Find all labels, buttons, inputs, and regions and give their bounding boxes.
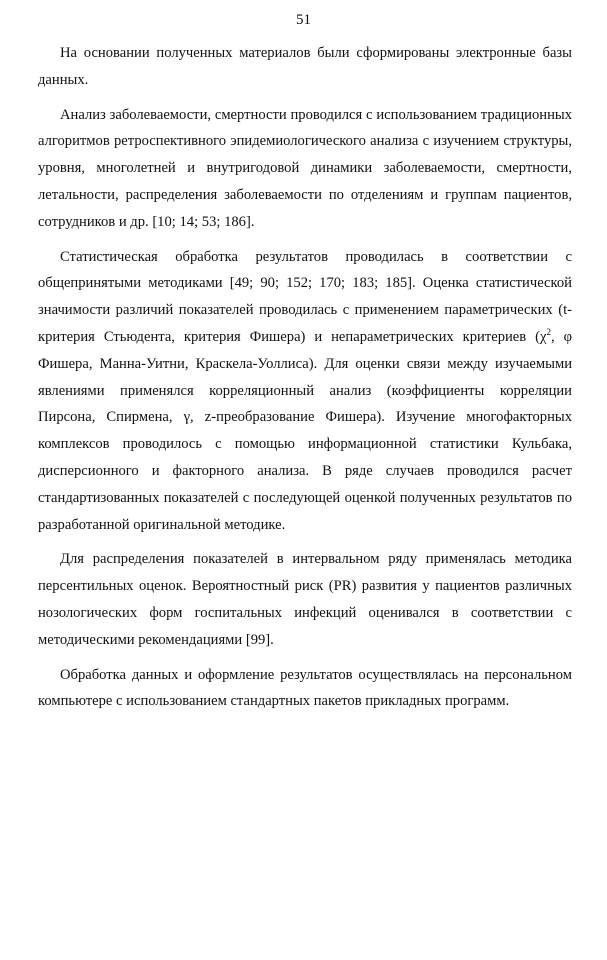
paragraph-software: Обработка данных и оформление результатов осуществлялась на персональном компьютере с использованием стандартных пакетов прикладных программ. <box>38 666 572 710</box>
chi-square-superscript: 2 <box>546 327 551 338</box>
statistics-text-after: , φ Фишера, Манна-Уитни, Краскела-Уоллиса). Для оценки связи между изучаемыми явлениями применялся корреляционный анализ (коэффициенты корреляции Пирсона, Спирмена, γ, z-преобразование Фишера). Изучение многофакторных комплексов проводилось с помощью информационной статистики Кульбака, дисперсионного и факторного анализа. В ряде случаев проводился расчет стандартизованных показателей с последующей оценкой полученных результатов по разработанной оригинальной методике. <box>38 328 572 533</box>
document-body <box>38 40 572 723</box>
statistics-text-before: Статистическая обработка результатов проводилась в соответствии с общепринятыми методиками [49; 90; 152; 170; 183; 185]. Оценка статистической значимости различий показателей проводилась с применением параметрических (t-критерия Стьюдента, критерия Фишера) и непараметрических критериев (χ <box>38 248 572 345</box>
paragraph-morbidity-analysis: Анализ заболеваемости, смертности проводился с использованием традиционных алгоритмов ретроспективного эпидемиологического анализа с изучением структуры, уровня, многолетней и внутригодовой динамики заболеваемости, смертности, летальности, распределения заболеваемости по отделениям и группам пациентов, сотрудников и др. [10; 14; 53; 186]. <box>38 106 572 230</box>
paragraph-percentile-method: Для распределения показателей в интервальном ряду применялась методика персентильных оценок. Вероятностный риск (PR) развития у пациентов различных нозологических форм госпитальных инфекций оценивался в соответствии с методическими рекомендациями [99]. <box>38 551 572 648</box>
paragraph-statistical-processing <box>38 244 572 539</box>
page-number: 51 <box>296 12 311 28</box>
paragraph-databases: На основании полученных материалов были сформированы электронные базы данных. <box>38 45 572 88</box>
